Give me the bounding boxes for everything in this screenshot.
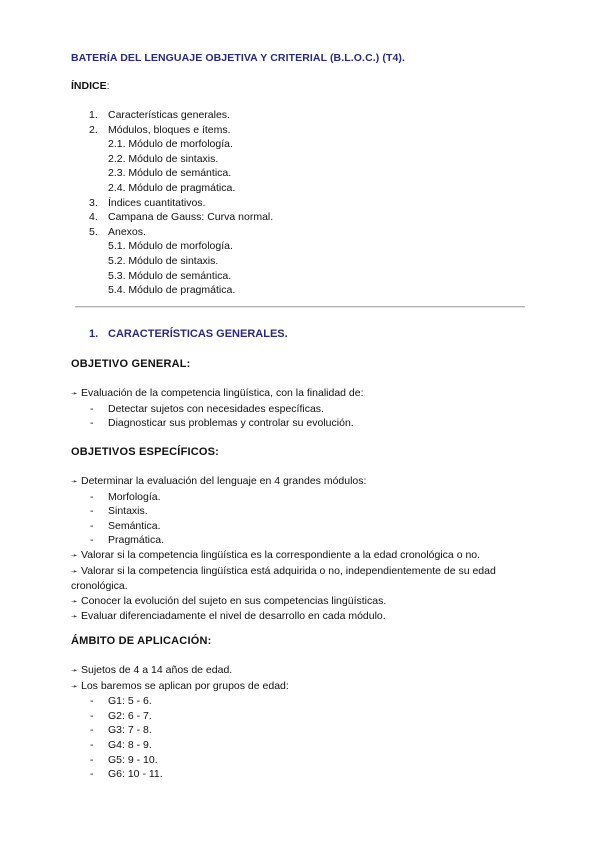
index-subitem: 2.4. Módulo de pragmática. bbox=[108, 181, 236, 194]
dash-item: - Pragmática. bbox=[90, 534, 165, 547]
ambito-block bbox=[71, 663, 541, 782]
bullet-item: ➛ Evaluar diferenciadamente el nivel de desarrollo en cada módulo. bbox=[71, 609, 541, 625]
arrow-bullet-icon: ➛ bbox=[71, 666, 78, 675]
arrow-bullet-icon: ➛ bbox=[71, 550, 78, 560]
bullet-item: ➛ Valorar si la competencia lingüística es la correspondiente a la edad cronológica o no. bbox=[71, 548, 541, 564]
dash-item: - Semántica. bbox=[90, 519, 161, 532]
arrow-bullet-icon: ➛ bbox=[71, 566, 78, 576]
section-heading: 1. CARACTERÍSTICAS GENERALES. bbox=[89, 328, 288, 340]
bullet-item: ➛ Sujetos de 4 a 14 años de edad. bbox=[71, 663, 541, 679]
index-subitem: 2.2. Módulo de sintaxis. bbox=[108, 152, 219, 165]
age-group-item: - G1: 5 - 6. bbox=[90, 695, 152, 708]
arrow-bullet-icon: ➛ bbox=[71, 389, 78, 398]
index-list bbox=[89, 108, 273, 298]
index-subitem: 2.3. Módulo de semántica. bbox=[108, 167, 232, 180]
index-item: 3. Índices cuantitativos. bbox=[89, 196, 206, 209]
age-group-item: - G2: 6 - 7. bbox=[90, 709, 152, 722]
ambito-heading: ÁMBITO DE APLICACIÓN: bbox=[71, 635, 212, 647]
objetivo-general-block bbox=[71, 386, 541, 431]
index-item: 5. Anexos. bbox=[89, 225, 146, 238]
index-item: 2. Módulos, bloques e ítems. bbox=[89, 123, 231, 136]
dash-item: - Detectar sujetos con necesidades específicas. bbox=[90, 402, 324, 415]
objetivos-especificos-block bbox=[71, 474, 541, 625]
age-group-item: - G6: 10 - 11. bbox=[90, 768, 163, 781]
bullet-item: ➛ Determinar la evaluación del lenguaje en 4 grandes módulos: bbox=[71, 474, 541, 490]
bullet-item: ➛ Valorar si la competencia lingüística está adquirida o no, independientemente de su edad cronológica. bbox=[71, 564, 496, 593]
bullet-item: ➛ Evaluación de la competencia lingüística, con la finalidad de: bbox=[71, 386, 541, 402]
arrow-bullet-icon: ➛ bbox=[71, 612, 78, 622]
index-subitem: 5.2. Módulo de sintaxis. bbox=[108, 254, 219, 267]
dash-item: - Sintaxis. bbox=[90, 505, 148, 518]
document-title: BATERÍA DEL LENGUAJE OBJETIVA Y CRITERIAL (B.L.O.C.) (T4). bbox=[71, 52, 406, 64]
arrow-bullet-icon: ➛ bbox=[71, 477, 78, 486]
objetivos-especificos-heading: OBJETIVOS ESPECÍFICOS: bbox=[71, 446, 220, 458]
objetivo-general-heading: OBJETIVO GENERAL: bbox=[71, 358, 191, 370]
arrow-bullet-icon: ➛ bbox=[71, 681, 78, 691]
bullet-item: ➛ Los baremos se aplican por grupos de edad: bbox=[71, 679, 541, 695]
age-group-item: - G3: 7 - 8. bbox=[90, 724, 152, 737]
age-group-item: - G5: 9 - 10. bbox=[90, 753, 158, 766]
horizontal-divider bbox=[75, 306, 525, 308]
index-subitem: 5.4. Módulo de pragmática. bbox=[108, 284, 236, 297]
index-item: 1. Características generales. bbox=[89, 109, 230, 121]
dash-item: - Morfología. bbox=[90, 490, 161, 503]
age-group-item: - G4: 8 - 9. bbox=[90, 738, 152, 751]
index-item: 4. Campana de Gauss: Curva normal. bbox=[89, 211, 274, 224]
dash-item: - Diagnosticar sus problemas y controlar su evolución. bbox=[90, 417, 354, 430]
index-heading: ÍNDICE: bbox=[71, 80, 110, 92]
index-subitem: 2.1. Módulo de morfología. bbox=[108, 138, 233, 151]
arrow-bullet-icon: ➛ bbox=[71, 596, 78, 606]
index-subitem: 5.1. Módulo de morfología. bbox=[108, 240, 233, 253]
bullet-item: ➛ Conocer la evolución del sujeto en sus competencias lingüísticas. bbox=[71, 594, 541, 610]
index-subitem: 5.3. Módulo de semántica. bbox=[108, 269, 232, 282]
